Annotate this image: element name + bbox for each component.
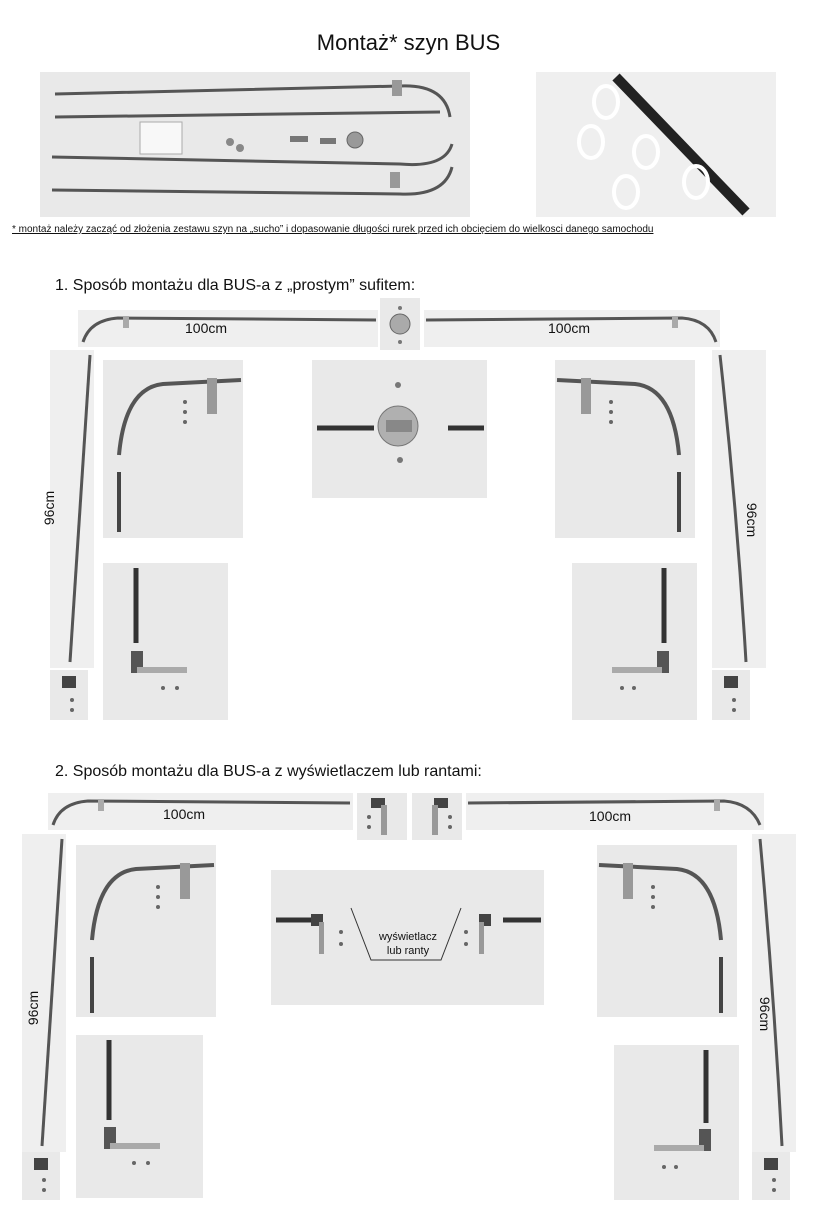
s2-left-corner-photo — [76, 845, 216, 1017]
s2-center-label-line2: lub ranty — [386, 945, 430, 957]
gliders-photo — [536, 72, 776, 217]
section1-heading: 1. Sposób montażu dla BUS-a z „prostym” sufitem: — [55, 277, 416, 294]
page-title: Montaż* szyn BUS — [316, 30, 501, 55]
rail-with-gliders-illustration — [536, 72, 776, 217]
s1-top-right-length: 100cm — [548, 320, 591, 336]
s1-left-height: 96cm — [41, 490, 57, 526]
s2-top-right-length: 100cm — [589, 808, 632, 824]
s1-left-bottom-bracket-photo — [103, 563, 228, 720]
s1-top-connector — [380, 298, 420, 350]
s2-right-bottom-bracket-photo — [614, 1045, 739, 1200]
s1-left-end-cap-photo — [50, 670, 88, 720]
s2-top-left-length: 100cm — [163, 806, 206, 822]
s2-right-corner-photo — [597, 845, 737, 1017]
s2-top-left-bracket — [357, 793, 407, 840]
s2-left-end-cap-photo — [22, 1152, 60, 1200]
s1-right-corner-photo — [555, 360, 695, 538]
s2-top-right-bracket — [412, 793, 462, 840]
s1-right-height: 96cm — [744, 502, 760, 538]
parts-kit-photo — [40, 72, 470, 217]
s1-top-left-length: 100cm — [185, 320, 228, 336]
s2-right-end-cap-photo — [752, 1152, 790, 1200]
s2-left-height: 96cm — [25, 990, 41, 1026]
section2-heading: 2. Sposób montażu dla BUS-a z wyświetlaczem lub rantami: — [55, 763, 482, 780]
s1-top-left-rail — [78, 310, 378, 347]
s2-left-bottom-bracket-photo — [76, 1035, 203, 1198]
s1-center-connector-photo — [312, 360, 487, 498]
assembly-note: * montaż należy zacząć od złożenia zestawu szyn na „sucho” i dopasowanie długości rurek przed ich obcięciem do wielkosci danego samochodu — [12, 224, 654, 235]
s2-center-label-line1: wyświetlacz — [378, 931, 438, 943]
s1-right-bottom-bracket-photo — [572, 563, 697, 720]
s1-right-end-cap-photo — [712, 670, 750, 720]
s2-right-height: 96cm — [757, 996, 773, 1032]
s2-center-label — [356, 930, 460, 958]
s1-left-corner-photo — [103, 360, 243, 538]
rails-and-parts-illustration — [40, 72, 470, 217]
